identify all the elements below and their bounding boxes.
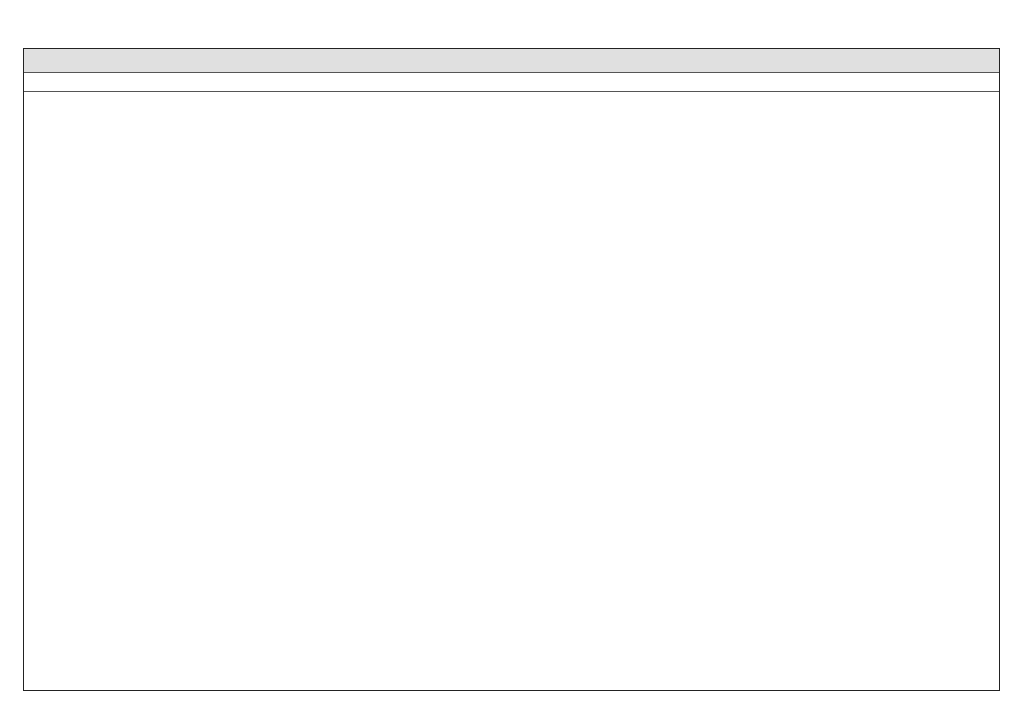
timetable <box>23 48 1000 691</box>
title-bar <box>24 49 999 73</box>
day-header-row <box>24 73 999 92</box>
